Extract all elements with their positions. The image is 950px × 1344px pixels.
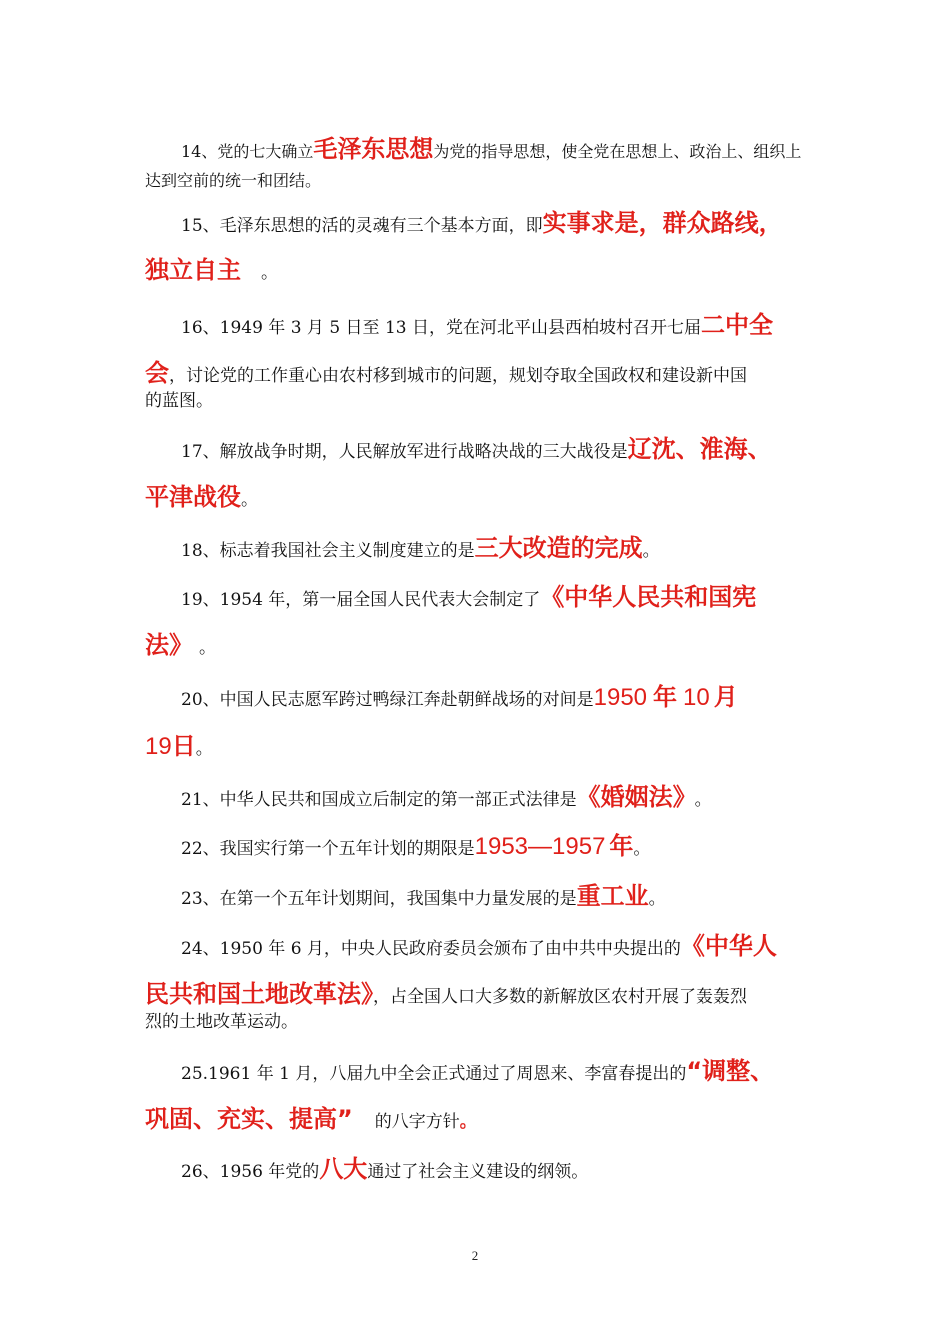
item-23-text: 23、在第一个五年计划期间，我国集中力量发展的是 <box>181 889 577 909</box>
item-22-text-2: 。 <box>633 839 651 859</box>
item-20-answer-month-unit: 月 <box>713 683 738 711</box>
item-24-text: 24、1950 年 6 月，中央人民政府委员会颁布了由中共中央提出的 <box>181 939 681 959</box>
item-18-answer: 三大改造的完成 <box>474 534 643 562</box>
item-25-answer-1: “调整、 <box>686 1057 775 1085</box>
item-26-answer: 八大 <box>319 1155 368 1183</box>
item-18-text: 18、标志着我国社会主义制度建立的是 <box>181 541 475 561</box>
item-14-text: 14、党的七大确立 <box>181 142 314 161</box>
item-14-answer: 毛泽东思想 <box>313 135 434 163</box>
item-26-text-2: 通过了社会主义建设的纲领。 <box>367 1162 589 1182</box>
item-14 <box>145 137 810 189</box>
item-22 <box>145 834 810 859</box>
item-19-answer-1: 《中华人民共和国宪 <box>540 583 757 611</box>
item-19-answer-2: 法》 <box>145 631 181 659</box>
item-21-answer: 《婚姻法》 <box>576 783 685 811</box>
item-25 <box>145 1059 810 1131</box>
item-25-text: 25.1961 年 1 月，八届九中全会正式通过了周恩来、李富春提出的 <box>181 1064 687 1084</box>
item-21-text: 21、中华人民共和国成立后制定的第一部正式法律是 <box>181 790 577 810</box>
item-20-answer-year: 1950 <box>593 684 648 711</box>
item-18 <box>145 536 810 560</box>
item-15-answer-1: 实事求是，群众路线， <box>542 209 783 237</box>
item-18-text-2: 。 <box>642 541 660 561</box>
item-21 <box>145 785 810 809</box>
page-number: 2 <box>471 1248 479 1263</box>
item-20-answer-day: 19 <box>145 733 172 760</box>
item-25-text-2: 的八字方针 <box>374 1112 460 1132</box>
item-20 <box>145 685 810 759</box>
item-22-answer-years: 1953—1957 <box>474 833 606 860</box>
item-24 <box>145 934 810 1031</box>
item-24-text-2: ，占全国人口大多数的新解放区农村开展了轰轰烈 <box>373 987 747 1007</box>
item-17-answer-2: 平津战役 <box>145 483 241 511</box>
item-26-text: 26、1956 年党的 <box>181 1162 320 1182</box>
item-23-answer: 重工业 <box>576 882 649 910</box>
item-19-text: 19、1954 年，第一届全国人民代表大会制定了 <box>181 590 541 610</box>
item-15-text-2: 。 <box>261 263 278 283</box>
item-17-text-2: 。 <box>241 490 258 510</box>
item-15-text: 15、毛泽东思想的活的灵魂有三个基本方面，即 <box>181 216 543 236</box>
item-19 <box>145 585 810 657</box>
item-20-answer-month: 10 <box>683 684 710 711</box>
item-20-text: 20、中国人民志愿军跨过鸭绿江奔赴朝鲜战场的对间是 <box>181 690 594 710</box>
item-17-answer-1: 辽沈、淮海、 <box>627 435 772 463</box>
item-14-text-3: 达到空前的统一和团结。 <box>145 171 322 190</box>
item-17-text: 17、解放战争时期，人民解放军进行战略决战的三大战役是 <box>181 442 628 462</box>
item-20-answer-year-unit: 年 <box>653 683 678 711</box>
item-16-answer-1: 二中全 <box>701 311 773 339</box>
item-16-text-3: 的蓝图。 <box>145 391 213 411</box>
item-16-answer-2: 会 <box>145 359 169 387</box>
item-25-answer-2: 巩固、充实、提高” <box>145 1105 353 1133</box>
item-23-text-2: 。 <box>648 889 666 909</box>
item-15 <box>145 211 810 282</box>
item-17 <box>145 437 810 509</box>
item-16-text-2: ，讨论党的工作重心由农村移到城市的问题，规划夺取全国政权和建设新中国 <box>169 366 747 386</box>
item-23 <box>145 884 810 908</box>
item-15-answer-2: 独立自主 <box>145 256 241 284</box>
item-21-text-2: 。 <box>694 790 712 810</box>
item-24-text-3: 烈的土地改革运动。 <box>145 1012 298 1032</box>
item-25-text-3: 。 <box>459 1112 477 1132</box>
item-16 <box>145 313 810 410</box>
item-22-answer-unit: 年 <box>609 832 634 860</box>
item-20-answer-day-unit: 日 <box>171 732 196 760</box>
item-14-text-2: 为党的指导思想，使全党在思想上、政治上、组织上 <box>433 142 802 161</box>
item-22-text: 22、我国实行第一个五年计划的期限是 <box>181 839 475 859</box>
item-24-answer-1: 《中华人 <box>680 932 777 960</box>
item-24-answer-2: 民共和国土地改革法》 <box>145 980 373 1008</box>
item-19-text-2: 。 <box>199 638 216 658</box>
item-20-text-2: 。 <box>195 739 213 759</box>
item-16-text: 16、1949 年 3 月 5 日至 13 日，党在河北平山县西柏坡村召开七届 <box>181 318 701 338</box>
item-26 <box>145 1157 810 1181</box>
